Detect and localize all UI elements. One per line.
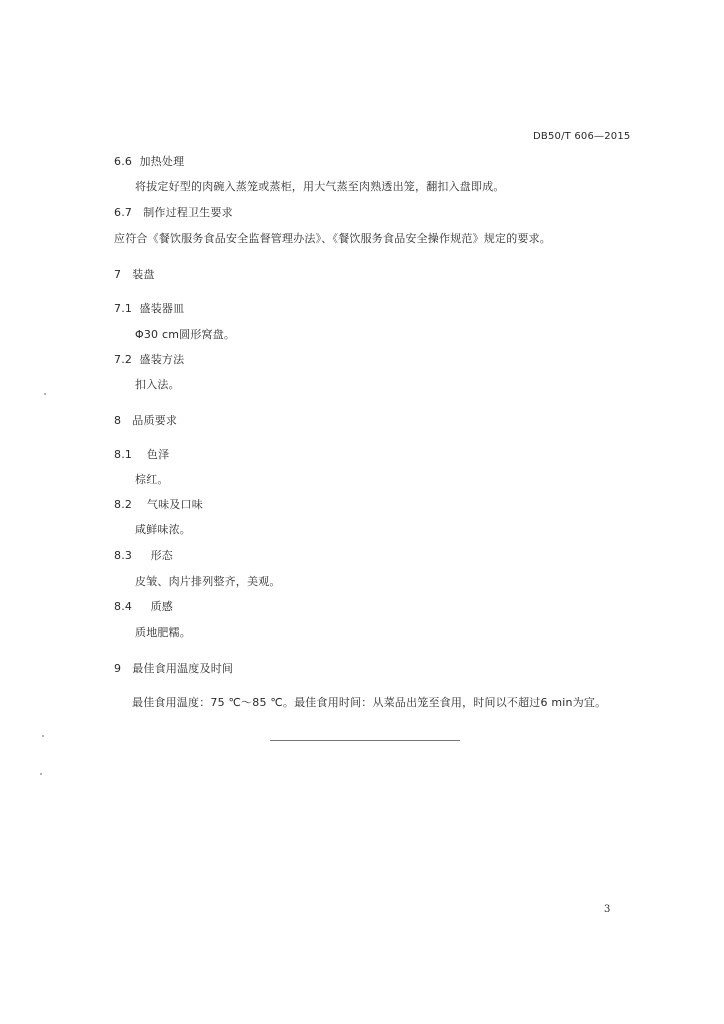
section-title: 形态 [150, 549, 173, 562]
section-6-6-heading [114, 155, 184, 169]
section-8-1-heading [114, 448, 169, 462]
section-6-6-body: 将拔定好型的肉碗入蒸笼或蒸柜，用大气蒸至肉熟透出笼，翻扣入盘即成。 [135, 180, 505, 193]
section-title: 加热处理 [139, 155, 185, 168]
section-number: 7 [114, 268, 122, 281]
section-number: 8.1 [114, 448, 133, 461]
section-7-heading [114, 268, 155, 282]
section-title: 品质要求 [132, 414, 178, 427]
section-7-2-body: 扣入法。 [135, 378, 180, 391]
scan-speck [40, 773, 42, 775]
section-title: 质感 [150, 600, 173, 613]
section-8-4-body: 质地肥糯。 [135, 626, 191, 639]
section-8-heading [114, 414, 177, 428]
section-8-4-heading [114, 600, 173, 614]
page-number: 3 [604, 904, 611, 915]
section-title: 装盘 [132, 268, 155, 281]
section-7-2-heading [114, 353, 184, 367]
section-title: 色泽 [146, 448, 170, 461]
section-7-1-heading [114, 302, 184, 316]
section-number: 8.3 [114, 549, 133, 562]
scan-speck [42, 735, 44, 737]
section-8-2-heading [114, 498, 203, 512]
section-number: 8 [114, 414, 122, 427]
section-8-2-body: 咸鲜味浓。 [135, 523, 191, 536]
section-8-3-body: 皮皱、肉片排列整齐，美观。 [135, 575, 281, 588]
section-title: 盛装方法 [139, 353, 185, 366]
section-6-7-heading [114, 206, 233, 220]
document-id: DB50/T 606—2015 [533, 131, 631, 142]
section-number: 7.2 [114, 353, 133, 366]
section-8-3-heading [114, 549, 173, 563]
section-title: 最佳食用温度及时间 [132, 662, 234, 675]
section-number: 7.1 [114, 302, 133, 315]
section-number: 8.4 [114, 600, 133, 613]
section-9-heading [114, 662, 233, 676]
section-number: 8.2 [114, 498, 133, 511]
section-number: 9 [114, 662, 122, 675]
section-title: 盛装器皿 [139, 302, 185, 315]
section-6-7-body: 应符合《餐饮服务食品安全监督管理办法》、《餐饮服务食品安全操作规范》规定的要求。 [114, 232, 551, 245]
section-number: 6.7 [114, 206, 133, 219]
section-7-1-body: Φ30 cm圆形窝盘。 [135, 328, 236, 341]
section-title: 制作过程卫生要求 [143, 206, 233, 219]
section-8-1-body: 棕红。 [135, 473, 169, 486]
section-9-body: 最佳食用温度：75 ℃～85 ℃。最佳食用时间：从菜品出笼至食用，时间以不超过6 min为宜。 [132, 696, 607, 709]
section-number: 6.6 [114, 155, 133, 168]
end-rule [270, 740, 460, 741]
section-title: 气味及口味 [146, 498, 203, 511]
scan-speck [44, 393, 46, 395]
